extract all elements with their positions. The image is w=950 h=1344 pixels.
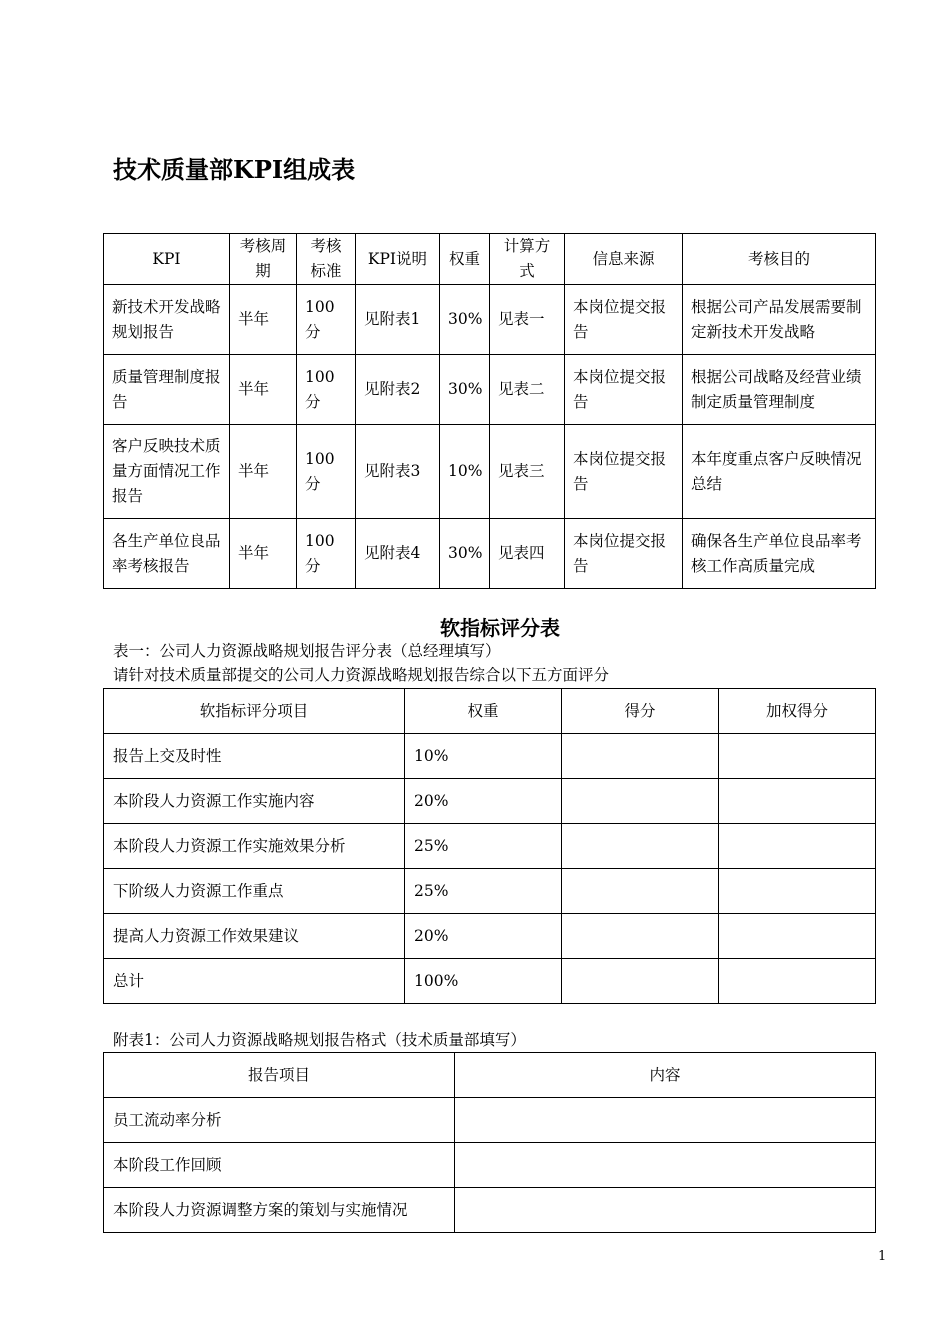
source-cell: 本岗位提交报告 <box>565 355 683 425</box>
source-cell: 本岗位提交报告 <box>565 425 683 519</box>
weighted-score-cell[interactable] <box>719 914 876 959</box>
table-row <box>104 519 876 589</box>
weighted-score-cell[interactable] <box>719 869 876 914</box>
purpose-cell: 本年度重点客户反映情况总结 <box>683 425 876 519</box>
column-header: 权重 <box>440 234 490 285</box>
period-cell: 半年 <box>230 519 297 589</box>
weight-cell: 30% <box>440 285 490 355</box>
desc-cell: 见附表1 <box>356 285 440 355</box>
table-row <box>104 959 876 1004</box>
weighted-score-cell[interactable] <box>719 959 876 1004</box>
soft-indicator-title: 软指标评分表 <box>440 616 560 640</box>
standard-cell: 100分 <box>297 355 356 425</box>
table-row <box>104 355 876 425</box>
item-cell: 下阶级人力资源工作重点 <box>104 869 405 914</box>
table-row <box>104 1188 876 1233</box>
weight-cell: 10% <box>405 734 562 779</box>
period-cell: 半年 <box>230 425 297 519</box>
item-cell: 报告上交及时性 <box>104 734 405 779</box>
table-one-instruction: 请针对技术质量部提交的公司人力资源战略规划报告综合以下五方面评分 <box>113 666 610 684</box>
score-cell[interactable] <box>562 734 719 779</box>
desc-cell: 见附表2 <box>356 355 440 425</box>
column-header: 权重 <box>405 689 562 734</box>
period-cell: 半年 <box>230 285 297 355</box>
table-row <box>104 425 876 519</box>
soft-score-table <box>103 688 876 1004</box>
weight-cell: 20% <box>405 914 562 959</box>
column-header: 软指标评分项目 <box>104 689 405 734</box>
content-cell[interactable] <box>455 1098 876 1143</box>
column-header: 加权得分 <box>719 689 876 734</box>
weight-cell: 30% <box>440 519 490 589</box>
score-cell[interactable] <box>562 914 719 959</box>
appendix-one-caption: 附表1：公司人力资源战略规划报告格式（技术质量部填写） <box>113 1031 526 1049</box>
page-title: 技术质量部KPI组成表 <box>113 155 356 184</box>
score-cell[interactable] <box>562 779 719 824</box>
weight-cell: 25% <box>405 869 562 914</box>
column-header: 考核目的 <box>683 234 876 285</box>
calc-cell: 见表二 <box>490 355 565 425</box>
kpi-table <box>103 233 876 589</box>
column-header: 考核周期 <box>230 234 297 285</box>
standard-cell: 100分 <box>297 519 356 589</box>
table-row <box>104 285 876 355</box>
table-one-caption: 表一：公司人力资源战略规划报告评分表（总经理填写） <box>113 642 501 660</box>
kpi-cell: 质量管理制度报告 <box>104 355 230 425</box>
column-header: 信息来源 <box>565 234 683 285</box>
source-cell: 本岗位提交报告 <box>565 519 683 589</box>
report-item-cell: 本阶段工作回顾 <box>104 1143 455 1188</box>
column-header: 报告项目 <box>104 1053 455 1098</box>
table-row <box>104 914 876 959</box>
score-cell[interactable] <box>562 824 719 869</box>
table-header-row <box>104 1053 876 1098</box>
table-row <box>104 779 876 824</box>
content-cell[interactable] <box>455 1188 876 1233</box>
period-cell: 半年 <box>230 355 297 425</box>
report-format-table <box>103 1052 876 1233</box>
table-header-row <box>104 234 876 285</box>
weight-cell: 25% <box>405 824 562 869</box>
item-cell: 本阶段人力资源工作实施内容 <box>104 779 405 824</box>
kpi-cell: 各生产单位良品率考核报告 <box>104 519 230 589</box>
weighted-score-cell[interactable] <box>719 824 876 869</box>
calc-cell: 见表一 <box>490 285 565 355</box>
column-header: 考核标准 <box>297 234 356 285</box>
table-row <box>104 869 876 914</box>
item-cell: 本阶段人力资源工作实施效果分析 <box>104 824 405 869</box>
item-cell: 提高人力资源工作效果建议 <box>104 914 405 959</box>
content-cell[interactable] <box>455 1143 876 1188</box>
desc-cell: 见附表4 <box>356 519 440 589</box>
source-cell: 本岗位提交报告 <box>565 285 683 355</box>
weighted-score-cell[interactable] <box>719 734 876 779</box>
page-number: 1 <box>878 1249 887 1264</box>
table-row <box>104 1098 876 1143</box>
table-row <box>104 734 876 779</box>
weighted-score-cell[interactable] <box>719 779 876 824</box>
calc-cell: 见表三 <box>490 425 565 519</box>
desc-cell: 见附表3 <box>356 425 440 519</box>
purpose-cell: 根据公司战略及经营业绩制定质量管理制度 <box>683 355 876 425</box>
standard-cell: 100分 <box>297 425 356 519</box>
score-cell[interactable] <box>562 959 719 1004</box>
table-row <box>104 824 876 869</box>
column-header: 计算方式 <box>490 234 565 285</box>
weight-cell: 20% <box>405 779 562 824</box>
table-row <box>104 1143 876 1188</box>
weight-cell: 30% <box>440 355 490 425</box>
standard-cell: 100分 <box>297 285 356 355</box>
weight-cell: 10% <box>440 425 490 519</box>
purpose-cell: 根据公司产品发展需要制定新技术开发战略 <box>683 285 876 355</box>
column-header: 内容 <box>455 1053 876 1098</box>
item-cell: 总计 <box>104 959 405 1004</box>
kpi-cell: 客户反映技术质量方面情况工作报告 <box>104 425 230 519</box>
kpi-cell: 新技术开发战略规划报告 <box>104 285 230 355</box>
calc-cell: 见表四 <box>490 519 565 589</box>
report-item-cell: 本阶段人力资源调整方案的策划与实施情况 <box>104 1188 455 1233</box>
score-cell[interactable] <box>562 869 719 914</box>
purpose-cell: 确保各生产单位良品率考核工作高质量完成 <box>683 519 876 589</box>
column-header: KPI <box>104 234 230 285</box>
weight-cell: 100% <box>405 959 562 1004</box>
table-header-row <box>104 689 876 734</box>
column-header: KPI说明 <box>356 234 440 285</box>
column-header: 得分 <box>562 689 719 734</box>
report-item-cell: 员工流动率分析 <box>104 1098 455 1143</box>
